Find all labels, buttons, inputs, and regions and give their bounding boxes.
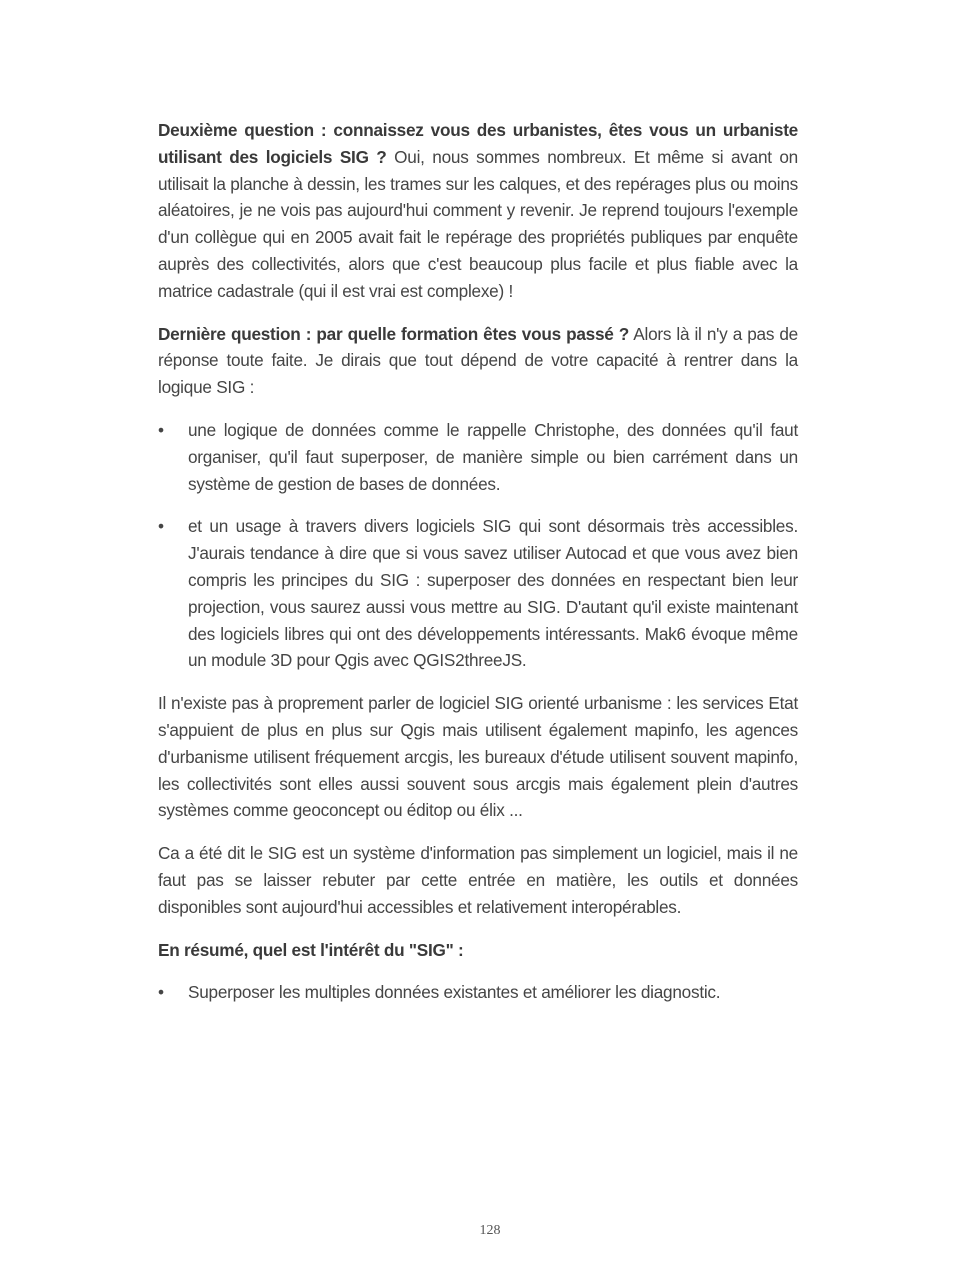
summary-heading <box>158 937 798 964</box>
paragraph-question-2 <box>158 117 798 305</box>
bullet-icon: • <box>158 516 164 537</box>
answer-text: Oui, nous sommes nombreux. Et même si avant on utilisait la planche à dessin, les trames sur les calques, et des repérages plus ou moins aléatoires, je ne vois pas aujourd'hui comment y revenir. Je reprend toujours l'exemple d'un collègue qui en 2005 avait fait le repérage des propriétés publiques par enquête auprès des collectivités, alors que c'est beaucoup plus facile et plus fiable avec la matrice cadastrale (qui il est vrai est complexe) ! <box>158 146 798 301</box>
list-item-text: Superposer les multiples données existantes et améliorer les diagnostic. <box>188 982 721 1003</box>
bullet-icon: • <box>158 982 164 1003</box>
list-item-text: et un usage à travers divers logiciels SIG qui sont désormais très accessibles. J'aurais tendance à dire que si vous savez utiliser Autocad et que vous avez bien compris les principes du SIG : superposer des données en respectant bien leur projection, vous saurez aussi vous mettre au SIG. D'autant qu'il existe maintenant des logiciels libres qui ont des développements intéressants. Mak6 évoque même un module 3D pour Qgis avec QGIS2threeJS. <box>188 516 798 671</box>
list-item <box>158 513 798 674</box>
summary-heading-text: En résumé, quel est l'intérêt du "SIG" : <box>158 939 464 960</box>
list-item <box>158 417 798 497</box>
list-item-text: une logique de données comme le rappelle Christophe, des données qu'il faut organiser, qu'il faut superposer, de manière simple ou bien carrément dans un système de gestion de bases de données. <box>188 419 798 494</box>
question-heading: Deuxième question : connaissez vous des urbanistes, êtes vous un urbaniste utilisant des logiciels SIG ? <box>158 120 798 167</box>
list-item <box>158 979 798 1006</box>
bullet-list <box>158 417 798 674</box>
bullet-icon: • <box>158 419 164 440</box>
answer-text: Alors là il n'y a pas de réponse toute faite. Je dirais que tout dépend de votre capacité à rentrer dans la logique SIG : <box>158 323 798 398</box>
question-heading: Dernière question : par quelle formation êtes vous passé ? <box>158 323 630 344</box>
document-body <box>158 117 798 1022</box>
paragraph-information-system: Ca a été dit le SIG est un système d'information pas simplement un logiciel, mais il ne faut pas se laisser rebuter par cette entrée en matière, les outils et données disponibles sont aujourd'hui accessibles et relativement interopérables. <box>158 843 798 917</box>
page-number: 128 <box>479 1223 501 1238</box>
summary-list <box>158 979 798 1006</box>
paragraph-last-question <box>158 321 798 401</box>
paragraph-software: Il n'existe pas à proprement parler de logiciel SIG orienté urbanisme : les services Etat s'appuient de plus en plus sur Qgis mais utilisent également mapinfo, les agences d'urbanisme utilisent fréquement arcgis, les bureaux d'étude utilisent souvent mapinfo, les collectivités sont elles aussi souvent sous arcgis mais également plein d'autres systèmes comme geoconcept ou éditop ou élix ... <box>158 693 798 821</box>
